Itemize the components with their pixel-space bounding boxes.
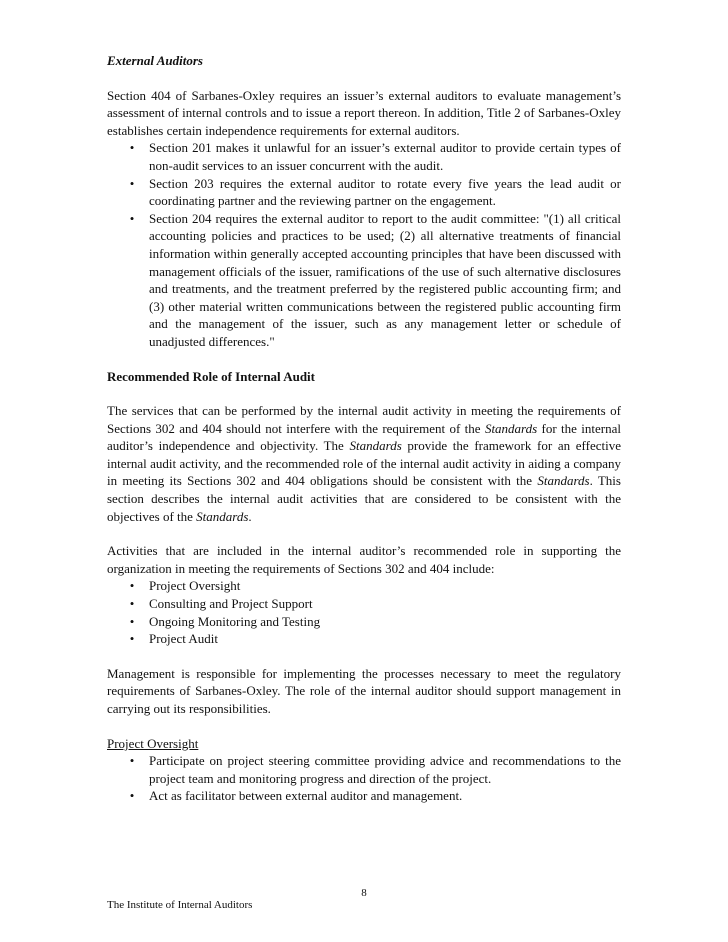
- list-item: [107, 139, 621, 174]
- external-auditors-bullet-list: [107, 139, 621, 350]
- list-item: [107, 175, 621, 210]
- bullet-icon: •: [129, 596, 135, 612]
- list-item-text: Section 203 requires the external auditor to rotate every five years the lead audit or coordinating partner and the reviewing partner on the engagement.: [149, 175, 621, 209]
- list-item-text: Consulting and Project Support: [149, 596, 313, 612]
- footer-organization: The Institute of Internal Auditors: [107, 899, 253, 911]
- standards-emphasis: Standards: [484, 420, 538, 436]
- bullet-icon: •: [129, 788, 135, 804]
- bullet-icon: •: [129, 631, 135, 647]
- bullet-icon: •: [129, 613, 135, 629]
- standards-emphasis: Standards: [349, 438, 402, 454]
- external-auditors-intro: Section 404 of Sarbanes-Oxley requires an issuer’s external auditors to evaluate management’s assessment of internal controls and to issue a report thereon. In addition, Title 2 of Sarbanes-Oxley establishes certain independence requirements for external auditors.: [107, 87, 621, 138]
- list-item-text: Act as facilitator between external auditor and management.: [149, 788, 463, 804]
- list-item: [107, 752, 621, 787]
- list-item-text: Section 201 makes it unlawful for an issuer’s external auditor to provide certain types of non-audit services to an issuer concurrent with the audit.: [149, 140, 621, 173]
- list-item: [107, 577, 621, 595]
- text-run: provide the framework for an effective internal audit activity, and the recommended role of the internal audit activity in aiding a company in meeting its Sections 302 and 404 obligations should be consistent with the: [107, 438, 621, 489]
- heading-project-oversight: Project Oversight: [107, 735, 199, 751]
- bullet-icon: •: [129, 753, 135, 769]
- list-item: [107, 630, 621, 648]
- project-oversight-bullet-list: [107, 752, 621, 805]
- recommended-role-paragraph-1: [107, 402, 621, 525]
- activities-bullet-list: [107, 577, 621, 647]
- recommended-role-paragraph-2: Activities that are included in the internal auditor’s recommended role in supporting the organization in meeting the requirements of Sections 302 and 404 include:: [107, 543, 621, 576]
- list-item: [107, 787, 621, 805]
- list-item-text: Ongoing Monitoring and Testing: [149, 613, 321, 629]
- page-number: 8: [361, 887, 367, 899]
- bullet-icon: •: [129, 140, 135, 156]
- list-item: [107, 595, 621, 613]
- text-run: . This section describes the internal audit activities that are considered to be consistent with the objectives of the: [107, 473, 621, 524]
- bullet-icon: •: [129, 175, 135, 191]
- list-item: [107, 210, 621, 351]
- recommended-role-paragraph-3: Management is responsible for implementing the processes necessary to meet the regulatory requirements of Sarbanes-Oxley. The role of the internal auditor should support management in carrying out its responsibilities.: [107, 665, 621, 716]
- list-item: [107, 613, 621, 631]
- standards-emphasis: Standards: [196, 508, 249, 524]
- bullet-icon: •: [129, 210, 135, 226]
- standards-emphasis: Standards: [537, 473, 590, 489]
- list-item-text: Project Oversight: [149, 578, 241, 594]
- list-item-text: Section 204 requires the external auditor to report to the audit committee: "(1) all critical accounting policies and practices to be used; (2) all alternative treatments of financial information within generally accepted accounting principles that have been discussed with management officials of the issuer, ramifications of the use of such alternative disclosures and treatments, and the treatment preferred by the registered public accounting firm; and (3) other material written communications between the registered public accounting firm and the management of the issuer, such as any management letter or schedule of unadjusted differences.": [149, 210, 621, 349]
- heading-recommended-role: Recommended Role of Internal Audit: [107, 368, 315, 384]
- bullet-icon: •: [129, 578, 135, 594]
- text-run: .: [248, 508, 252, 524]
- heading-external-auditors: External Auditors: [107, 53, 203, 68]
- list-item-text: Project Audit: [149, 631, 218, 647]
- text-run: for the internal auditor’s independence and objectivity. The: [107, 420, 622, 454]
- document-page: [107, 52, 621, 805]
- text-run: The services that can be performed by the internal audit activity in meeting the requirements of Sections 302 and 404 should not interfere with the requirement of the: [107, 403, 621, 436]
- list-item-text: Participate on project steering committee providing advice and recommendations to the project team and monitoring progress and direction of the project.: [149, 753, 621, 786]
